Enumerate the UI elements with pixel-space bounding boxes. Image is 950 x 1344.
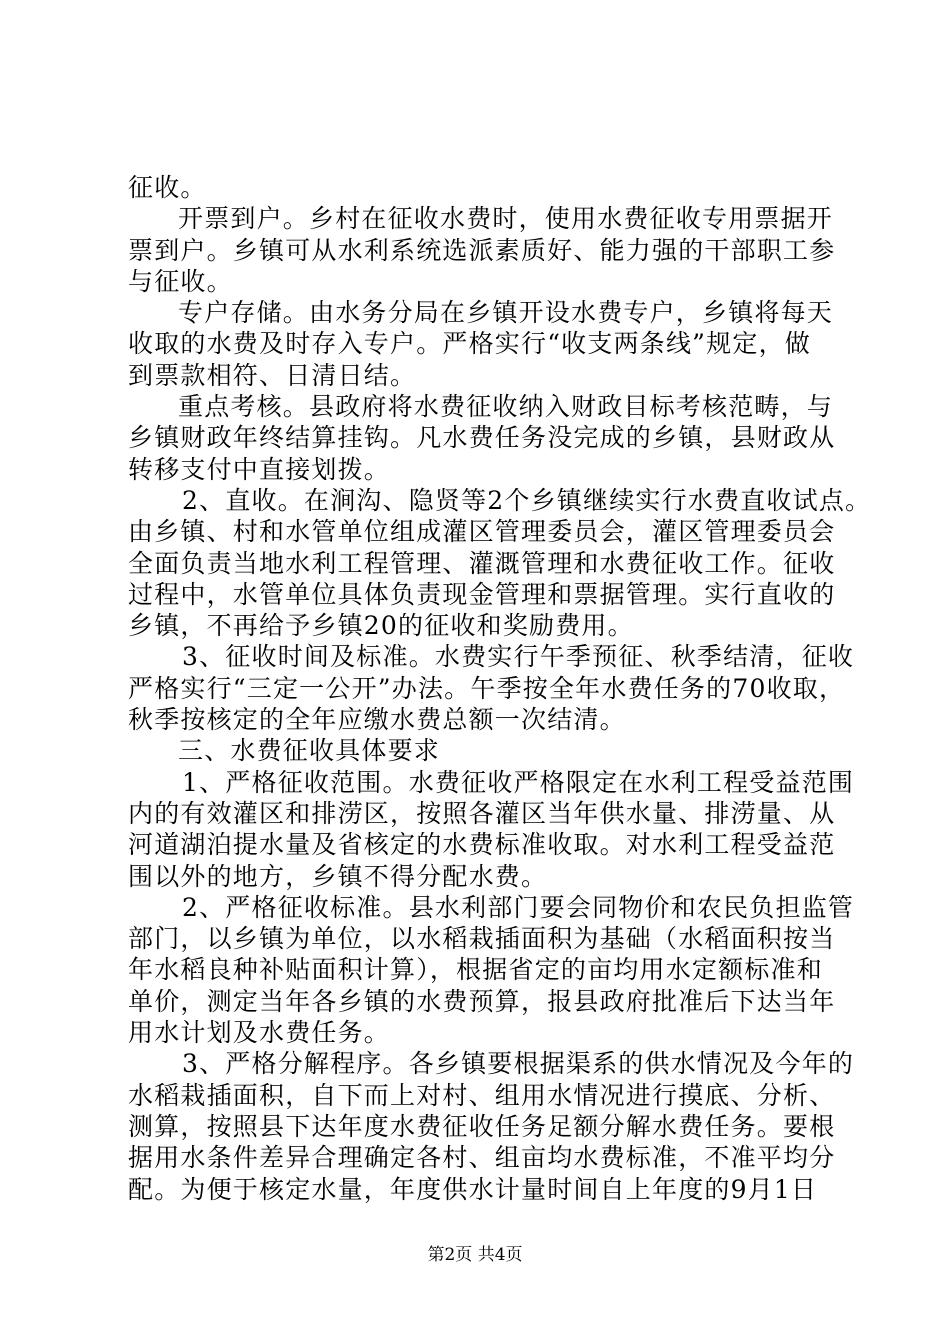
text-line: 用水计划及水费任务。 xyxy=(128,1018,391,1048)
text-line: 严格实行“三定一公开”办法。午季按全年水费任务的70收取， xyxy=(128,673,846,703)
text-line: 年水稻良种补贴面积计算），根据省定的亩均用水定额标准和 xyxy=(128,955,823,985)
text-line: 1、严格征收范围。水费征收严格限定在水利工程受益范围 xyxy=(182,767,855,797)
text-line: 河道湖泊提水量及省核定的水费标准收取。对水利工程受益范 xyxy=(128,830,836,860)
text-line: 3、严格分解程序。各乡镇要根据渠系的供水情况及今年的 xyxy=(182,1049,855,1079)
text-line: 配。为便于核定水量，年度供水计量时间自上年度的9月1日 xyxy=(128,1174,818,1204)
text-line: 收取的水费及时存入专户。严格实行“收支两条线”规定，做 xyxy=(128,329,811,359)
text-line: 开票到户。乡村在征收水费时，使用水费征收专用票据开 xyxy=(178,204,834,234)
body-text xyxy=(128,172,872,1205)
text-line: 2、直收。在涧沟、隐贤等2个乡镇继续实行水费直收试点。 xyxy=(182,485,872,515)
text-line: 票到户。乡镇可从水利系统选派素质好、能力强的干部职工参 xyxy=(128,235,836,265)
text-line: 内的有效灌区和排涝区，按照各灌区当年供水量、排涝量、从 xyxy=(128,798,836,828)
text-line: 与征收。 xyxy=(128,266,233,296)
section-heading: 三、水费征收具体要求 xyxy=(178,736,441,766)
text-line: 据用水条件差异合理确定各村、组亩均水费标准，不准平均分 xyxy=(128,1143,836,1173)
text-line: 重点考核。县政府将水费征收纳入财政目标考核范畴，与 xyxy=(178,392,834,422)
text-line: 到票款相符、日清日结。 xyxy=(128,360,417,390)
page-number-footer: 第2页 共4页 xyxy=(427,1245,523,1265)
text-line: 转移支付中直接划拨。 xyxy=(128,454,391,484)
text-line: 全面负责当地水利工程管理、灌溉管理和水费征收工作。征收 xyxy=(128,548,836,578)
text-line: 围以外的地方，乡镇不得分配水费。 xyxy=(128,861,548,891)
text-line: 测算，按照县下达年度水费征收任务足额分解水费任务。要根 xyxy=(128,1111,836,1141)
text-line: 3、征收时间及标准。水费实行午季预征、秋季结清，征收 xyxy=(182,642,855,672)
text-line: 由乡镇、村和水管单位组成灌区管理委员会，灌区管理委员会 xyxy=(128,517,836,547)
text-line: 乡镇，不再给予乡镇20的征收和奖励费用。 xyxy=(128,611,634,641)
text-line: 单价，测定当年各乡镇的水费预算，报县政府批准后下达当年 xyxy=(128,986,836,1016)
text-line: 秋季按核定的全年应缴水费总额一次结清。 xyxy=(128,705,626,735)
text-line: 部门，以乡镇为单位，以水稻栽插面积为基础（水稻面积按当 xyxy=(128,924,836,954)
text-line: 专户存储。由水务分局在乡镇开设水费专户，乡镇将每天 xyxy=(178,298,834,328)
text-line: 2、严格征收标准。县水利部门要会同物价和农民负担监管 xyxy=(182,892,855,922)
text-line: 水稻栽插面积，自下而上对村、组用水情况进行摸底、分析、 xyxy=(128,1080,836,1110)
text-line: 乡镇财政年终结算挂钩。凡水费任务没完成的乡镇，县财政从 xyxy=(128,423,836,453)
text-line: 过程中，水管单位具体负责现金管理和票据管理。实行直收的 xyxy=(128,579,836,609)
text-line: 征收。 xyxy=(128,173,207,202)
